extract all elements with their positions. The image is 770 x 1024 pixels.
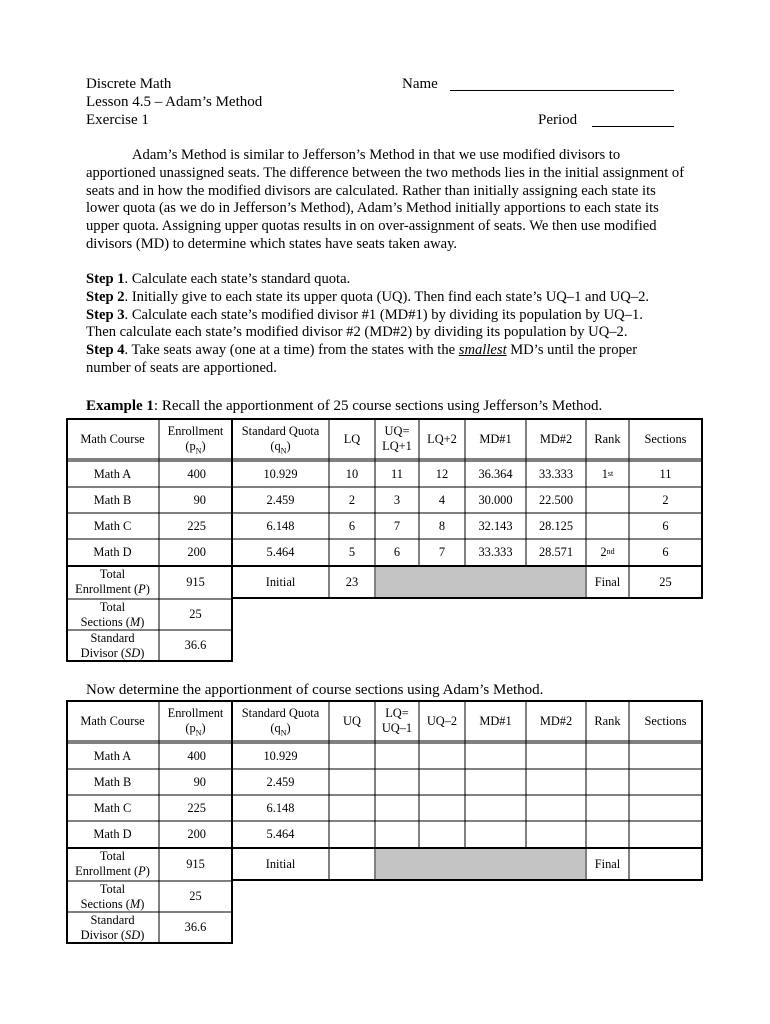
col-header-lq2: LQ+2 <box>427 431 457 446</box>
total-sections-label: Total Sections (M) <box>80 599 145 629</box>
col-header-uq: UQ= LQ+1 <box>382 424 412 453</box>
initial-value: 23 <box>345 574 359 589</box>
name-label: Name <box>402 76 438 92</box>
shaded-region <box>376 849 585 880</box>
total-sections-value: 25 <box>189 889 202 903</box>
final-label: Final <box>594 574 621 589</box>
final-value: 25 <box>659 574 672 589</box>
col-header-sections: Sections <box>644 713 687 728</box>
col-header-md1: MD#1 <box>479 431 512 446</box>
standard-divisor-label: Standard Divisor (SD) <box>80 912 145 942</box>
final-label: Final <box>594 856 621 871</box>
worksheet-page: Discrete Math Lesson 4.5 – Adam’s Method Exercise 1 Name Period Adam’s Method is similar to Jefferson’s Method in that we use modified divisors to apportioned unassigned seats. The difference between the two methods lies in the initial assignment of seats and in how the modified divisors are calculated. Rather than initially assigning each state its lower quota (as we do in Jefferson’s Method), Adam’s Method initially apportions to each state its upper quota. Assigning upper quotas results in on over-assignment of seats. We then use modified divisors (MD) to determine which states have seats taken away. Step 1. Calculate each state’s standard quota. Step 2. Initially give to each state its upper quota (UQ). Then find each state’s UQ–1 and UQ–2. Step 3. Calculate each state’s modified divisor #1 (MD#1) by dividing its population by UQ–1. Then calculate each state’s modified divisor #2 (MD#2) by dividing its population by UQ–2. Step 4. Take seats away (one at a time) from the states with the smallest MD’s until the proper number of seats are apportioned. Example 1: Recall the apportionment of 25 course sections using Jefferson’s Method. Math Course Enrollment $(p_N)$ Standard Quota $(q_N)$ LQ UQ= LQ+1 LQ+2 MD#1 MD#2 Rank Sections Math A 400 10.929 10 11 12 36.364 33.333 1 st 11 Math B 90 2.459 2 3 4 30.000 22.500 2 Math C 225 6.148 6 7 8 32.143 28.125 6 Math D 200 5.464 5 6 7 33.333 28.571 2 nd 6 Total Enrollment (P) 915 Initial 23 Final 25 Total Sections (M) 25 Standard Divisor (SD) 36.6 Now determine the apportionment of course sections using Adam’s Method. Math Course Enrollment $(p_N)$ Standard Quota $(q_N)$ UQ LQ= UQ–1 UQ–2 MD#1 MD#2 Rank Sections Math A 400 10.929 Math B 90 2.459 Math C 225 6.148 Math D 200 5.464 Total Enrollment (P) 915 Initial Final Total Sections (M) 25 Standard Divisor (SD) 36.6 <box>0 0 770 1024</box>
col-header-course: Math Course <box>80 431 145 446</box>
example-1-heading: Example 1: Recall the apportionment of 25 course sections using Jefferson’s Method. <box>86 398 603 414</box>
col-header-uq: UQ <box>343 713 361 728</box>
col-header-quota: Standard Quota $(q_N)$ <box>241 424 320 456</box>
col-header-lq: LQ= UQ–1 <box>381 706 413 735</box>
period-label: Period <box>538 112 578 128</box>
course-title: Discrete Math <box>86 76 172 92</box>
col-header-md2: MD#2 <box>539 431 573 446</box>
intro-paragraph: Adam’s Method is similar to Jefferson’s Method in that we use modified divisors to apportioned unassigned seats. The difference between the two methods lies in the initial assignment of seats and in how the modified divisors are calculated. Rather than initially assigning each state its lower quota (as we do in Jefferson’s Method), Adam’s Method initially apportions to each state its upper quota. Assigning upper quotas results in on over-assignment of seats. We then use modified divisors (MD) to determine which states have seats taken away. <box>86 147 685 252</box>
total-sections-value: 25 <box>189 607 202 621</box>
col-header-enrollment: Enrollment $(p_N)$ <box>167 706 224 738</box>
col-header-rank: Rank <box>594 713 621 728</box>
standard-divisor-value: 36.6 <box>184 638 207 652</box>
total-enrollment-value: 915 <box>186 574 205 589</box>
name-field[interactable] <box>450 90 674 91</box>
col-header-quota: Standard Quota $(q_N)$ <box>241 706 320 738</box>
period-field[interactable] <box>592 126 674 127</box>
col-header-uq2: UQ–2 <box>426 713 458 728</box>
step-4-continued: number of seats are apportioned. <box>86 359 277 376</box>
col-header-md1: MD#1 <box>479 713 512 728</box>
exercise-instructions: Now determine the apportionment of course sections using Adam’s Method. <box>86 682 544 698</box>
col-header-md2: MD#2 <box>539 713 573 728</box>
step-3-continued: Then calculate each state’s modified divisor #2 (MD#2) by dividing its population by UQ–2. <box>86 324 628 341</box>
initial-label: Initial <box>265 574 296 589</box>
step-1: Step 1. Calculate each state’s standard quota. <box>86 271 351 287</box>
col-header-lq: LQ <box>343 431 361 446</box>
total-enrollment-label: Total Enrollment (P) <box>75 849 150 878</box>
col-header-sections: Sections <box>644 431 687 446</box>
total-sections-label: Total Sections (M) <box>80 881 145 911</box>
total-enrollment-value: 915 <box>186 856 205 871</box>
total-enrollment-label: Total Enrollment (P) <box>75 567 150 596</box>
col-header-rank: Rank <box>594 431 621 446</box>
col-header-course: Math Course <box>80 713 145 728</box>
steps-list <box>86 271 686 378</box>
col-header-enrollment: Enrollment $(p_N)$ <box>167 424 224 456</box>
step-3: Step 3. Calculate each state’s modified divisor #1 (MD#1) by dividing its population by UQ–1. <box>86 306 643 323</box>
step-2: Step 2. Initially give to each state its upper quota (UQ). Then find each state’s UQ–1 and UQ–2. <box>86 288 650 305</box>
exercise-title: Exercise 1 <box>86 112 149 128</box>
step-4: Step 4. Take seats away (one at a time) from the states with the smallest MD’s until the proper <box>86 342 638 359</box>
standard-divisor-label: Standard Divisor (SD) <box>80 630 145 660</box>
initial-label: Initial <box>265 856 296 871</box>
lesson-title: Lesson 4.5 – Adam’s Method <box>86 94 263 110</box>
standard-divisor-value: 36.6 <box>184 920 207 934</box>
shaded-region <box>376 567 585 598</box>
